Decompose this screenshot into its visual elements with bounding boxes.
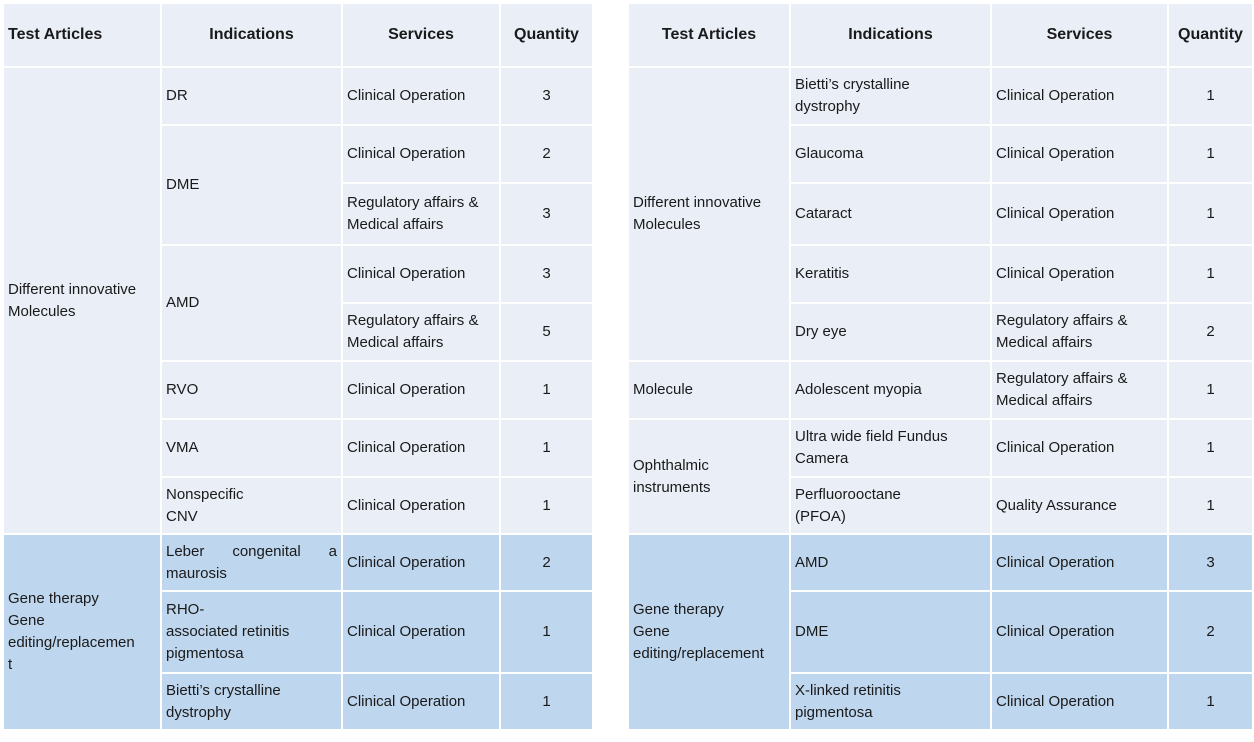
quantity-cell: 1 — [1168, 361, 1253, 419]
quantity-cell: 1 — [1168, 245, 1253, 303]
indication-cell: Bietti’s crystalline dystrophy — [790, 67, 991, 125]
table-row — [3, 67, 593, 125]
test-article-cell: Gene therapy Gene editing/replacement — [628, 534, 790, 730]
indication-cell: Bietti’s crystalline dystrophy — [161, 673, 342, 730]
test-article-cell: Different innovative Molecules — [3, 67, 161, 534]
service-cell: Clinical Operation — [991, 534, 1168, 591]
indication-cell: VMA — [161, 419, 342, 477]
service-cell: Regulatory affairs & Medical affairs — [991, 303, 1168, 361]
indication-cell: Nonspecific CNV — [161, 477, 342, 534]
quantity-cell: 1 — [500, 361, 593, 419]
indication-cell: RHO- associated retinitis pigmentosa — [161, 591, 342, 673]
service-cell: Clinical Operation — [991, 419, 1168, 477]
indication-cell: Leber congenital a maurosis — [161, 534, 342, 591]
service-cell: Clinical Operation — [342, 67, 500, 125]
header-row — [628, 3, 1253, 67]
service-cell: Clinical Operation — [342, 361, 500, 419]
quantity-cell: 1 — [1168, 125, 1253, 183]
service-cell: Regulatory affairs & Medical affairs — [342, 183, 500, 245]
header-test-articles: Test Articles — [3, 3, 161, 67]
indication-cell: RVO — [161, 361, 342, 419]
indication-cell: Perfluorooctane (PFOA) — [790, 477, 991, 534]
quantity-cell: 1 — [1168, 67, 1253, 125]
indication-cell: Adolescent myopia — [790, 361, 991, 419]
indication-cell: X-linked retinitis pigmentosa — [790, 673, 991, 730]
quantity-cell: 2 — [500, 534, 593, 591]
quantity-cell: 1 — [1168, 477, 1253, 534]
service-cell: Regulatory affairs & Medical affairs — [991, 361, 1168, 419]
service-cell: Clinical Operation — [991, 183, 1168, 245]
quantity-cell: 1 — [500, 477, 593, 534]
table-row — [628, 534, 1253, 591]
header-indications: Indications — [790, 3, 991, 67]
quantity-cell: 3 — [500, 245, 593, 303]
service-cell: Clinical Operation — [991, 67, 1168, 125]
header-services: Services — [991, 3, 1168, 67]
header-indications: Indications — [161, 3, 342, 67]
right-table — [627, 2, 1254, 731]
service-cell: Clinical Operation — [342, 125, 500, 183]
header-test-articles: Test Articles — [628, 3, 790, 67]
service-cell: Clinical Operation — [342, 591, 500, 673]
quantity-cell: 5 — [500, 303, 593, 361]
service-cell: Clinical Operation — [342, 245, 500, 303]
service-cell: Clinical Operation — [342, 673, 500, 730]
indication-cell: Keratitis — [790, 245, 991, 303]
service-cell: Clinical Operation — [342, 477, 500, 534]
indication-cell: AMD — [790, 534, 991, 591]
test-article-cell: Different innovative Molecules — [628, 67, 790, 361]
indication-cell: Ultra wide field Fundus Camera — [790, 419, 991, 477]
service-cell: Clinical Operation — [342, 419, 500, 477]
quantity-cell: 2 — [500, 125, 593, 183]
quantity-cell: 1 — [1168, 419, 1253, 477]
indication-cell: Cataract — [790, 183, 991, 245]
indication-cell: DR — [161, 67, 342, 125]
quantity-cell: 1 — [500, 419, 593, 477]
service-cell: Clinical Operation — [991, 125, 1168, 183]
quantity-cell: 2 — [1168, 303, 1253, 361]
quantity-cell: 3 — [500, 67, 593, 125]
header-row — [3, 3, 593, 67]
service-cell: Clinical Operation — [991, 245, 1168, 303]
indication-cell: Dry eye — [790, 303, 991, 361]
indication-cell: DME — [790, 591, 991, 673]
test-article-cell: Ophthalmic instruments — [628, 419, 790, 534]
test-article-cell: Molecule — [628, 361, 790, 419]
service-cell: Regulatory affairs & Medical affairs — [342, 303, 500, 361]
table-row — [3, 534, 593, 591]
service-cell: Clinical Operation — [342, 534, 500, 591]
quantity-cell: 3 — [1168, 534, 1253, 591]
test-article-cell: Gene therapy Gene editing/replacemen t — [3, 534, 161, 730]
service-cell: Clinical Operation — [991, 591, 1168, 673]
quantity-cell: 1 — [1168, 183, 1253, 245]
quantity-cell: 3 — [500, 183, 593, 245]
header-services: Services — [342, 3, 500, 67]
table-row — [628, 67, 1253, 125]
indication-cell: Glaucoma — [790, 125, 991, 183]
service-cell: Quality Assurance — [991, 477, 1168, 534]
header-quantity: Quantity — [500, 3, 593, 67]
indication-cell: DME — [161, 125, 342, 245]
quantity-cell: 1 — [500, 673, 593, 730]
service-cell: Clinical Operation — [991, 673, 1168, 730]
table-row — [628, 361, 1253, 419]
header-quantity: Quantity — [1168, 3, 1253, 67]
quantity-cell: 1 — [1168, 673, 1253, 730]
quantity-cell: 2 — [1168, 591, 1253, 673]
left-table — [2, 2, 594, 731]
table-row — [628, 419, 1253, 477]
indication-cell: AMD — [161, 245, 342, 361]
quantity-cell: 1 — [500, 591, 593, 673]
